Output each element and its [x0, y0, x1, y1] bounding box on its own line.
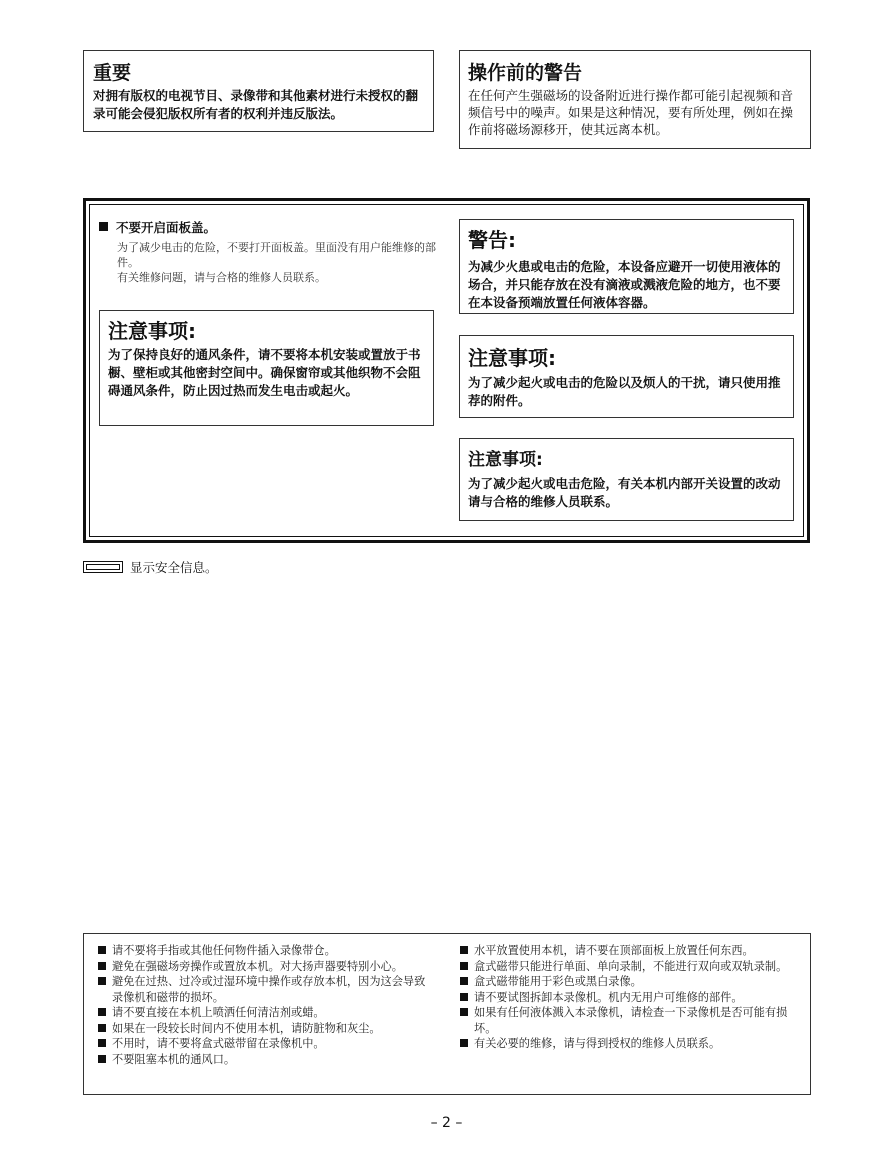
- note-item: 不用时，请不要将盒式磁带留在录像机中。: [96, 1036, 436, 1052]
- safety-frame-legend-icon: [83, 561, 123, 573]
- notes-box: [83, 933, 811, 1095]
- square-bullet-icon: [99, 222, 108, 231]
- important-title: 重要: [93, 62, 132, 84]
- do-not-open-heading-row: [99, 219, 439, 237]
- warning-liquid-title: 警告:: [468, 228, 516, 252]
- notes-right-list: [458, 943, 800, 1067]
- pre-operation-warning-box: [459, 50, 811, 149]
- note-item: 请不要试图拆卸本录像机。机内无用户可维修的部件。: [458, 990, 800, 1006]
- pre-operation-warning-title: 操作前的警告: [468, 62, 583, 84]
- caution-accessories-box: [459, 335, 794, 418]
- note-item: 请不要将手指或其他任何物件插入录像带仓。: [96, 943, 436, 959]
- do-not-open-heading: 不要开启面板盖。: [116, 220, 217, 235]
- important-body: 对拥有版权的电视节目、录像带和其他素材进行未授权的翻录可能会侵犯版权所有者的权利并违反版法。: [93, 88, 419, 121]
- caution-ventilation-box: [99, 310, 434, 426]
- caution-ventilation-title: 注意事项:: [108, 319, 196, 343]
- do-not-open-section: [99, 219, 439, 285]
- note-item: 如果在一段较长时间内不使用本机，请防脏物和灰尘。: [96, 1021, 436, 1037]
- caution-switches-body: 为了减少起火或电击危险，有关本机内部开关设置的改动请与合格的维修人员联系。: [468, 476, 781, 509]
- note-item: 避免在过热、过冷或过湿环境中操作或存放本机，因为这会导致录像机和磁带的损坏。: [96, 974, 436, 1005]
- note-item: 请不要直接在本机上喷洒任何清洁剂或蜡。: [96, 1005, 436, 1021]
- note-item: 有关必要的维修，请与得到授权的维修人员联系。: [458, 1036, 800, 1052]
- do-not-open-line1: 为了减少电击的危险，不要打开面板盖。里面没有用户能维修的部件。: [117, 241, 436, 269]
- warning-liquid-box: [459, 219, 794, 314]
- caution-switches-title: 注意事项:: [468, 450, 543, 470]
- notes-columns: [96, 943, 800, 1067]
- legend-row: [83, 558, 218, 576]
- note-item: 不要阻塞本机的通风口。: [96, 1052, 436, 1068]
- important-box: [83, 50, 434, 132]
- caution-accessories-body: 为了减少起火或电击的危险以及烦人的干扰，请只使用推荐的附件。: [468, 375, 781, 408]
- note-item: 盒式磁带能用于彩色或黑白录像。: [458, 974, 800, 990]
- do-not-open-line2: 有关维修问题，请与合格的维修人员联系。: [117, 271, 326, 284]
- pre-operation-warning-body: 在任何产生强磁场的设备附近进行操作都可能引起视频和音频信号中的噪声。如果是这种情况，要有所处理，例如在操作前将磁场源移开，使其远离本机。: [468, 88, 794, 137]
- note-item: 避免在强磁场旁操作或置放本机。对大扬声器要特别小心。: [96, 959, 436, 975]
- caution-ventilation-body: 为了保持良好的通风条件，请不要将本机安装或置放于书橱、壁柜或其他密封空间中。确保窗帘或其他织物不会阻碍通风条件，防止因过热而发生电击或起火。: [108, 347, 421, 398]
- note-item: 如果有任何液体溅入本录像机，请检查一下录像机是否可能有损坏。: [458, 1005, 800, 1036]
- warning-liquid-body: 为减少火患或电击的危险，本设备应避开一切使用液体的场合，并只能存放在没有滴液或溅液危险的地方，也不要在本设备预端放置任何液体容器。: [468, 259, 781, 310]
- caution-switches-box: [459, 438, 794, 521]
- caution-accessories-title: 注意事项:: [468, 346, 556, 370]
- legend-text: 显示安全信息。: [130, 560, 218, 575]
- notes-left-list: [96, 943, 436, 1067]
- page-number: – 2 –: [430, 1115, 463, 1131]
- note-item: 水平放置使用本机，请不要在顶部面板上放置任何东西。: [458, 943, 800, 959]
- note-item: 盒式磁带只能进行单面、单向录制，不能进行双向或双轨录制。: [458, 959, 800, 975]
